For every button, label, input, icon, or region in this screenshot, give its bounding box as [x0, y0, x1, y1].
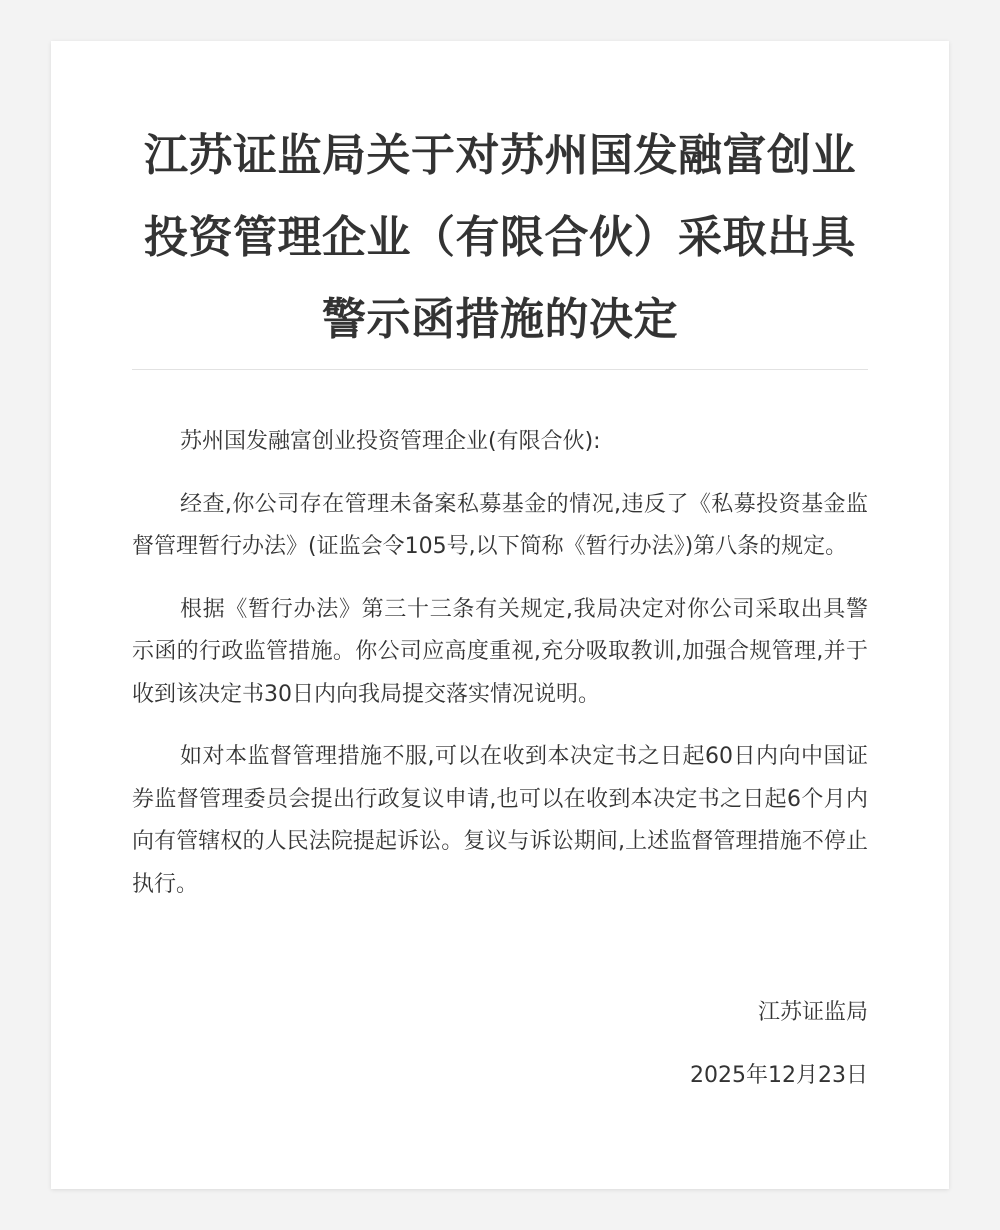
document-body [132, 421, 868, 926]
document-card [51, 41, 949, 1189]
body-paragraph-findings: 经查,你公司存在管理未备案私募基金的情况,违反了《私募投资基金监督管理暂行办法》(证监会令105号,以下简称《暂行办法》)第八条的规定。 [132, 491, 868, 559]
body-paragraph-decision: 根据《暂行办法》第三十三条有关规定,我局决定对你公司采取出具警示函的行政监管措施。你公司应高度重视,充分吸取教训,加强合规管理,并于收到该决定书30日内向我局提交落实情况说明。 [132, 596, 868, 707]
salutation: 苏州国发融富创业投资管理企业(有限合伙): [180, 429, 601, 454]
document-title: 江苏证监局关于对苏州国发融富创业投资管理企业（有限合伙）采取出具警示函措施的决定 [144, 130, 856, 345]
signature-organization: 江苏证监局 [757, 1000, 868, 1025]
signature-date: 2025年12月23日 [690, 1063, 868, 1088]
title-divider [132, 369, 868, 370]
body-paragraph-appeal: 如对本监督管理措施不服,可以在收到本决定书之日起60日内向中国证券监督管理委员会提出行政复议申请,也可以在收到本决定书之日起6个月内向有管辖权的人民法院提起诉讼。复议与诉讼期间,上述监督管理措施不停止执行。 [132, 744, 868, 897]
